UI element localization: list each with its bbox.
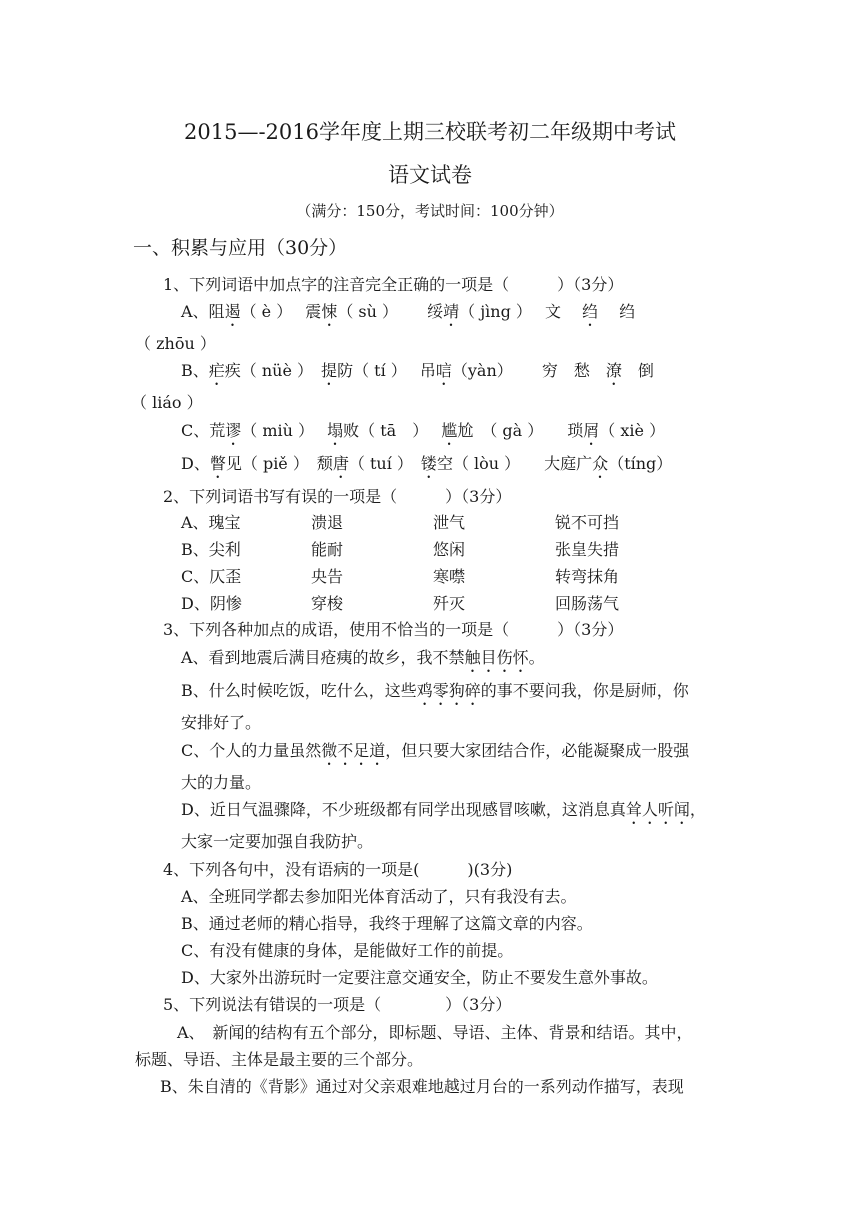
q2-cell: 回肠荡气 [555, 594, 620, 613]
q2-cell: 能耐 [311, 540, 344, 559]
q5-option-b-line1: B、朱自清的《背影》通过对父亲艰难地越过月台的一系列动作描写，表现 [160, 1077, 684, 1096]
emphasis-char: 屑 [583, 421, 600, 440]
exam-info: （满分：150分，考试时间：100分钟） [296, 202, 564, 220]
exam-subtitle: 语文试卷 [388, 163, 472, 187]
emphasis-char: 潦 [605, 361, 622, 380]
q3-option-b-line2: 安排好了。 [181, 713, 262, 732]
q5-stem: 5、下列说法有错误的一项是（ ）（3分） [163, 995, 512, 1014]
q2-cell: 穿梭 [311, 594, 344, 613]
q2-cell: B、尖利 [181, 540, 241, 559]
emphasis-char: 绉 [582, 302, 599, 321]
q1-option-b: B、疟疾（ nüè ） 提防（ tí ） 吊唁（yàn） 穷 愁 潦 倒 [181, 361, 654, 380]
q3-stem: 3、下列各种加点的成语，使用不恰当的一项是（ ）（3分） [163, 620, 624, 639]
q1-stem: 1、下列词语中加点字的注音完全正确的一项是（ ）（3分） [163, 275, 624, 294]
q2-cell: 张皇失措 [555, 540, 620, 559]
q2-cell: C、仄歪 [181, 567, 242, 586]
emphasis-char: 瞥 [209, 454, 226, 473]
q2-cell: D、阴惨 [181, 594, 242, 613]
q2-cell: 悠闲 [433, 540, 466, 559]
emphasis-idiom: 鸡零狗碎 [416, 681, 481, 700]
emphasis-char: 悚 [321, 302, 338, 321]
q2-stem: 2、下列词语书写有误的一项是（ ）（3分） [163, 487, 512, 506]
exam-title: 2015—-2016学年度上期三校联考初二年级期中考试 [184, 120, 676, 144]
q1-option-d: D、瞥见（ piě ） 颓唐（ tuí ） 镂空（ lòu ） 大庭广众（tíng） [181, 454, 673, 473]
q3-option-c-line2: 大的力量。 [181, 773, 262, 792]
q4-option-b: B、通过老师的精心指导，我终于理解了这篇文章的内容。 [181, 914, 593, 933]
q2-cell: 泄气 [433, 513, 466, 532]
emphasis-char: 众 [592, 454, 609, 473]
q2-cell: 寒噤 [433, 567, 466, 586]
q3-option-d: D、近日气温骤降，不少班级都有同学出现感冒咳嗽，这消息真耸人听闻， [181, 800, 706, 819]
q4-option-a: A、全班同学都去参加阳光体育活动了，只有我没有去。 [181, 887, 577, 906]
emphasis-char: 镂 [420, 454, 437, 473]
emphasis-char: 尴 [441, 421, 458, 440]
q4-option-c: C、有没有健康的身体，是能做好工作的前提。 [181, 941, 514, 960]
emphasis-idiom: 耸人听闻 [625, 800, 690, 819]
q4-stem: 4、下列各句中，没有语病的一项是( )(3分) [163, 860, 513, 879]
emphasis-char: 唁 [435, 361, 452, 380]
q1-option-c: C、荒谬（ miù ） 塌败（ tā ） 尴尬 （ gà ） 琐屑（ xiè ） [181, 421, 666, 440]
q2-cell: 央告 [311, 567, 344, 586]
q5-option-a-line1: A、 新闻的结构有五个部分，即标题、导语、主体、背景和结语。其中， [177, 1023, 693, 1042]
emphasis-char: 塌 [327, 421, 344, 440]
q2-cell: 歼灭 [433, 594, 466, 613]
emphasis-char: 靖 [443, 302, 460, 321]
q1-option-a: A、阻遏（ è ） 震悚（ sù ） 绥靖（ jìng ） 文 绉 绉 [181, 302, 636, 321]
q1-option-a-wrap: （ zhōu ） [135, 334, 216, 353]
q3-option-a: A、看到地震后满目疮痍的故乡，我不禁触目伤怀。 [181, 648, 545, 667]
q2-cell: A、瑰宝 [181, 513, 241, 532]
q2-cell: 溃退 [311, 513, 344, 532]
q2-cell: 转弯抹角 [555, 567, 620, 586]
q3-option-c: C、个人的力量虽然微不足道，但只要大家团结合作，必能凝聚成一股强 [181, 741, 690, 760]
emphasis-char: 遏 [224, 302, 241, 321]
q4-option-d: D、大家外出游玩时一定要注意交通安全，防止不要发生意外事故。 [181, 968, 658, 987]
section-title: 一、积累与应用（30分） [133, 237, 348, 259]
q3-option-b: B、什么时候吃饭，吃什么，这些鸡零狗碎的事不要问我，你是厨师，你 [181, 681, 689, 700]
emphasis-char: 提 [321, 361, 338, 380]
emphasis-char: 唐 [332, 454, 349, 473]
emphasis-idiom: 触目伤怀 [464, 648, 529, 667]
emphasis-idiom: 微不足道 [321, 741, 386, 760]
q2-cell: 锐不可挡 [555, 513, 620, 532]
q3-option-d-line2: 大家一定要加强自我防护。 [181, 832, 374, 851]
emphasis-char: 疟 [208, 361, 225, 380]
emphasis-char: 谬 [225, 421, 242, 440]
q5-option-a-line2: 标题、导语、主体是最主要的三个部分。 [135, 1050, 424, 1069]
q1-option-b-wrap: （ liáo ） [131, 393, 203, 412]
